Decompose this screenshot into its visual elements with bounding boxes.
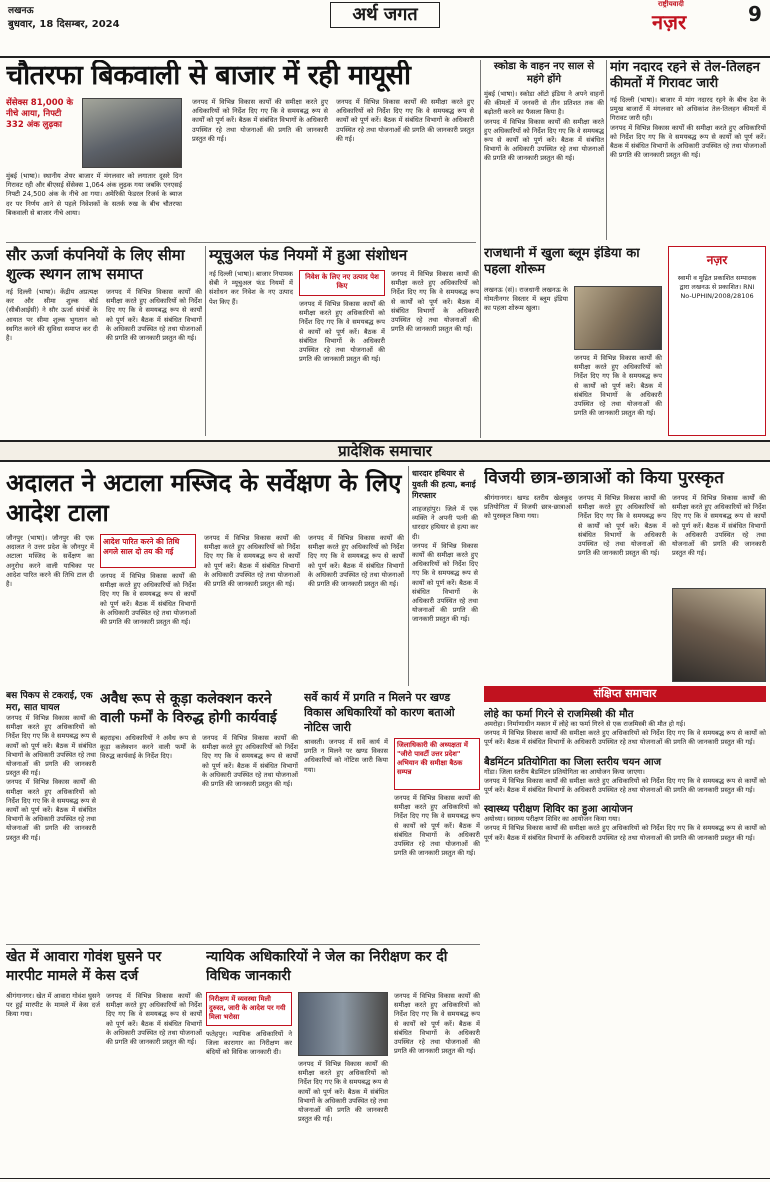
brief-b2: गोंडा। जिला स्तरीय बैडमिंटन प्रतियोगिता का आयोजन किया जाएगा। <box>484 767 645 776</box>
masthead-date: बुधवार, 18 दिसम्बर, 2024 <box>8 19 120 30</box>
cow-story <box>6 948 202 1178</box>
car-body-more: जनपद में विभिन्न विकास कार्यों की समीक्षा करते हुए अधिकारियों को निर्देश दिए गए कि वे समयबद्ध रूप से कार्यों को पूर्ण करें। बैठक में संबंधित विभागों के अधिकारी उपस्थित रहे तथा योजनाओं की प्रगति की जानकारी प्रस्तुत की गई। <box>484 117 604 163</box>
car-headline: स्कोडा के वाहन नए साल से महंगे होंगे <box>493 61 595 85</box>
brief-news <box>484 686 766 986</box>
survey-headline: सर्वे कार्य में प्रगति न मिलने पर खण्ड विकास अधिकारियों को कारण बताओ नोटिस जारी <box>304 691 455 734</box>
mutual-fund-story <box>209 246 479 438</box>
logo-brand: नज़र <box>652 10 687 34</box>
section-band: प्रादेशिक समाचार <box>0 440 770 462</box>
jail-body: फतेहपुर। न्यायिक अधिकारियों ने जिला कारागार का निरीक्षण कर बंदियों को विधिक जानकारी दी। <box>206 1030 292 1057</box>
court-story <box>6 468 406 684</box>
garbage-story <box>100 690 300 940</box>
survey-story <box>304 690 480 940</box>
court-body-col2: जनपद में विभिन्न विकास कार्यों की समीक्षा करते हुए अधिकारियों को निर्देश दिए गए कि वे समयबद्ध रूप से कार्यों को पूर्ण करें। बैठक में संबंधित विभागों के अधिकारी उपस्थित रहे तथा योजनाओं की प्रगति की जानकारी प्रस्तुत की गई। <box>100 572 196 627</box>
masthead-city: लखनऊ <box>8 6 34 16</box>
brief-b1-more: जनपद में विभिन्न विकास कार्यों की समीक्षा करते हुए अधिकारियों को निर्देश दिए गए कि वे समयबद्ध रूप से कार्यों को पूर्ण करें। बैठक में संबंधित विभागों के अधिकारी उपस्थित रहे तथा योजनाओं की प्रगति की जानकारी प्रस्तुत की गई। <box>484 729 766 747</box>
divider <box>6 242 476 243</box>
mutual-fund-body-col3: जनपद में विभिन्न विकास कार्यों की समीक्षा करते हुए अधिकारियों को निर्देश दिए गए कि वे समयबद्ध रूप से कार्यों को पूर्ण करें। बैठक में संबंधित विभागों के अधिकारी उपस्थित रहे तथा योजनाओं की प्रगति की जानकारी प्रस्तुत की गई। <box>391 270 479 334</box>
bloom-story <box>484 246 664 438</box>
bloom-body-col2: जनपद में विभिन्न विकास कार्यों की समीक्षा करते हुए अधिकारियों को निर्देश दिए गए कि वे समयबद्ध रूप से कार्यों को पूर्ण करें। बैठक में संबंधित विभागों के अधिकारी उपस्थित रहे तथा योजनाओं की प्रगति की जानकारी प्रस्तुत की गई। <box>574 354 662 418</box>
page-number: 9 <box>748 2 762 26</box>
lead-body-col2: जनपद में विभिन्न विकास कार्यों की समीक्षा करते हुए अधिकारियों को निर्देश दिए गए कि वे समयबद्ध रूप से कार्यों को पूर्ण करें। बैठक में संबंधित विभागों के अधिकारी उपस्थित रहे तथा योजनाओं की प्रगति की जानकारी प्रस्तुत की गई। <box>192 98 328 143</box>
lead-deck: सेंसेक्स 81,000 के नीचे आया, निफ्टी 332 अंक लुढ़का <box>6 98 74 130</box>
car-body: मुंबई (भाषा)। स्कोडा ऑटो इंडिया ने अपने वाहनों की कीमतों में जनवरी से तीन प्रतिशत तक की बढ़ोतरी करने का फैसला किया है। <box>484 90 604 117</box>
newspaper-logo <box>630 0 740 34</box>
garbage-headline: अवैध रूप से कूड़ा कलेक्शन करने वाली फर्मों के विरुद्ध होगी कार्यवाई <box>100 691 277 726</box>
bloom-body: लखनऊ (सं)। राजधानी लखनऊ के गोमतीनगर विस्तार में ब्लूम इंडिया का पहला शोरूम खुला। <box>484 286 568 313</box>
section-title: अर्थ जगत <box>330 2 440 28</box>
mutual-fund-body-col2: जनपद में विभिन्न विकास कार्यों की समीक्षा करते हुए अधिकारियों को निर्देश दिए गए कि वे समयबद्ध रूप से कार्यों को पूर्ण करें। बैठक में संबंधित विभागों के अधिकारी उपस्थित रहे तथा योजनाओं की प्रगति की जानकारी प्रस्तुत की गई। <box>299 300 385 364</box>
edible-oil-story <box>610 60 766 242</box>
brief-band: संक्षिप्त समाचार <box>484 686 766 702</box>
court-body-col4: जनपद में विभिन्न विकास कार्यों की समीक्षा करते हुए अधिकारियों को निर्देश दिए गए कि वे समयबद्ध रूप से कार्यों को पूर्ण करें। बैठक में संबंधित विभागों के अधिकारी उपस्थित रहे तथा योजनाओं की प्रगति की जानकारी प्रस्तुत की गई। <box>308 534 404 589</box>
mutual-fund-kicker: निवेश के लिए नए उत्पाद पेश किए <box>305 273 379 290</box>
solar-body-col2: जनपद में विभिन्न विकास कार्यों की समीक्षा करते हुए अधिकारियों को निर्देश दिए गए कि वे समयबद्ध रूप से कार्यों को पूर्ण करें। बैठक में संबंधित विभागों के अधिकारी उपस्थित रहे तथा योजनाओं की प्रगति की जानकारी प्रस्तुत की गई। <box>106 288 202 343</box>
lead-body-col3: जनपद में विभिन्न विकास कार्यों की समीक्षा करते हुए अधिकारियों को निर्देश दिए गए कि वे समयबद्ध रूप से कार्यों को पूर्ण करें। बैठक में संबंधित विभागों के अधिकारी उपस्थित रहे तथा योजनाओं की प्रगति की जानकारी प्रस्तुत की गई। <box>336 98 474 143</box>
solar-headline: सौर ऊर्जा कंपनियों के लिए सीमा शुल्क स्थगन लाभ समाप्त <box>6 246 185 283</box>
court-headline: अदालत ने अटाला मस्जिद के सर्वेक्षण के लिए आदेश टाला <box>6 469 402 527</box>
murder-headline: धारदार हथियार से युवती की हत्या, बनाई गिरफ्तार <box>412 469 476 500</box>
children-kicker-box <box>394 738 480 790</box>
edible-oil-headline: मांग नदारद रहने से तेल-तिलहन कीमतों में गिरावट जारी <box>610 60 760 91</box>
collapse-story <box>6 690 96 940</box>
jail-story <box>206 948 480 1178</box>
publisher-box <box>668 246 766 436</box>
garbage-body-col2: जनपद में विभिन्न विकास कार्यों की समीक्षा करते हुए अधिकारियों को निर्देश दिए गए कि वे समयबद्ध रूप से कार्यों को पूर्ण करें। बैठक में संबंधित विभागों के अधिकारी उपस्थित रहे तथा योजनाओं की प्रगति की जानकारी प्रस्तुत की गई। <box>202 734 298 789</box>
students-headline: विजयी छात्र-छात्राओं को किया पुरस्कृत <box>484 468 724 488</box>
brief-b2-more: जनपद में विभिन्न विकास कार्यों की समीक्षा करते हुए अधिकारियों को निर्देश दिए गए कि वे समयबद्ध रूप से कार्यों को पूर्ण करें। बैठक में संबंधित विभागों के अधिकारी उपस्थित रहे तथा योजनाओं की प्रगति की जानकारी प्रस्तुत की गई। <box>484 776 766 795</box>
jail-kicker: निरीक्षण में व्यवस्था मिली दुरुस्त, जारी के आदेश पर गयी मिला भरोसा <box>209 995 286 1021</box>
students-story <box>484 468 766 684</box>
divider <box>606 60 607 240</box>
lead-photo <box>82 98 182 168</box>
logo-pretitle: राष्ट्रीयवादी <box>658 0 684 8</box>
jail-body-col3: जनपद में विभिन्न विकास कार्यों की समीक्षा करते हुए अधिकारियों को निर्देश दिए गए कि वे समयबद्ध रूप से कार्यों को पूर्ण करें। बैठक में संबंधित विभागों के अधिकारी उपस्थित रहे तथा योजनाओं की प्रगति की जानकारी प्रस्तुत की गई। <box>394 992 480 1056</box>
bloom-headline: राजधानी में खुला ब्लूम इंडिया का पहला शोरूम <box>484 246 640 277</box>
court-kicker: आदेश पारित करने की तिथि अगले साल दो तय की गई <box>103 537 180 556</box>
students-body-col3: जनपद में विभिन्न विकास कार्यों की समीक्षा करते हुए अधिकारियों को निर्देश दिए गए कि वे समयबद्ध रूप से कार्यों को पूर्ण करें। बैठक में संबंधित विभागों के अधिकारी उपस्थित रहे तथा योजनाओं की प्रगति की जानकारी प्रस्तुत की गई। <box>672 494 766 558</box>
court-body: जौनपुर (भाषा)। जौनपुर की एक अदालत ने उत्तर प्रदेश के जौनपुर में अटाला मस्जिद के सर्वेक्षण का अनुरोध करने वाली याचिका पर आदेश पारित करने की तिथि टाल दी है। <box>6 534 94 589</box>
mutual-fund-headline: म्यूचुअल फंड नियमों में हुआ संशोधन <box>209 246 408 264</box>
cow-body: श्रीगंगानगर। खेत में आवारा गोवंश घुसने पर हुई मारपीट के मामले में केस दर्ज किया गया। <box>6 992 100 1019</box>
bottom-rule <box>0 1178 770 1179</box>
divider <box>480 60 481 438</box>
jail-headline: न्यायिक अधिकारियों ने जेल का निरीक्षण कर दी विधिक जानकारी <box>206 949 448 984</box>
bloom-photo <box>574 286 662 350</box>
collapse-body: जनपद में विभिन्न विकास कार्यों की समीक्षा करते हुए अधिकारियों को निर्देश दिए गए कि वे समयबद्ध रूप से कार्यों को पूर्ण करें। बैठक में संबंधित विभागों के अधिकारी उपस्थित रहे तथा योजनाओं की प्रगति की जानकारी प्रस्तुत की गई। <box>6 714 96 778</box>
brief-h3: स्वास्थ्य परीक्षण शिविर का हुआ आयोजन <box>484 804 633 816</box>
jail-kicker-box <box>206 992 292 1026</box>
jail-body-col2: जनपद में विभिन्न विकास कार्यों की समीक्षा करते हुए अधिकारियों को निर्देश दिए गए कि वे समयबद्ध रूप से कार्यों को पूर्ण करें। बैठक में संबंधित विभागों के अधिकारी उपस्थित रहे तथा योजनाओं की प्रगति की जानकारी प्रस्तुत की गई। <box>298 1060 389 1124</box>
publisher-box-title: नज़र <box>706 253 728 267</box>
court-kicker-box <box>100 534 196 568</box>
solar-story <box>6 246 202 438</box>
solar-body: नई दिल्ली (भाषा)। केंद्रीय अप्रत्यक्ष कर और सीमा शुल्क बोर्ड (सीबीआईसी) ने सौर ऊर्जा संयंत्रों के आयात पर सीमा शुल्क भुगतान को स्थगित करने की सुविधा समाप्त कर दी है। <box>6 288 98 343</box>
survey-body: श्रावस्ती। जनपद में सर्वे कार्य में प्रगति न मिलने पर खण्ड विकास अधिकारियों को नोटिस जारी किया गया। <box>304 738 388 774</box>
collapse-body-more: जनपद में विभिन्न विकास कार्यों की समीक्षा करते हुए अधिकारियों को निर्देश दिए गए कि वे समयबद्ध रूप से कार्यों को पूर्ण करें। बैठक में संबंधित विभागों के अधिकारी उपस्थित रहे तथा योजनाओं की प्रगति की जानकारी प्रस्तुत की गई। <box>6 778 96 842</box>
brief-b1: अमरोहा। निर्माणाधीन मकान में लोहे का फर्मा गिरने से एक राजमिस्त्री की मौत हो गई। <box>484 720 686 728</box>
cow-body-col2: जनपद में विभिन्न विकास कार्यों की समीक्षा करते हुए अधिकारियों को निर्देश दिए गए कि वे समयबद्ध रूप से कार्यों को पूर्ण करें। बैठक में संबंधित विभागों के अधिकारी उपस्थित रहे तथा योजनाओं की प्रगति की जानकारी प्रस्तुत की गई। <box>106 992 202 1047</box>
edible-oil-body-more: जनपद में विभिन्न विकास कार्यों की समीक्षा करते हुए अधिकारियों को निर्देश दिए गए कि वे समयबद्ध रूप से कार्यों को पूर्ण करें। बैठक में संबंधित विभागों के अधिकारी उपस्थित रहे तथा योजनाओं की प्रगति की जानकारी प्रस्तुत की गई। <box>610 123 766 160</box>
court-body-col3: जनपद में विभिन्न विकास कार्यों की समीक्षा करते हुए अधिकारियों को निर्देश दिए गए कि वे समयबद्ध रूप से कार्यों को पूर्ण करें। बैठक में संबंधित विभागों के अधिकारी उपस्थित रहे तथा योजनाओं की प्रगति की जानकारी प्रस्तुत की गई। <box>204 534 300 589</box>
brief-h2: बैडमिंटन प्रतियोगिता का जिला स्तरीय चयन आज <box>484 756 662 768</box>
divider <box>205 246 206 436</box>
lead-body: मुंबई (भाषा)। स्थानीय शेयर बाजार में मंगलवार को लगातार दूसरे दिन गिरावट रही और बीएसई सेंसेक्स 1,064 अंक लुढ़क गया जबकि एनएसई निफ्टी 24,500 अंक के नीचे आ गया। अमेरिकी फेडरल रिजर्व के ब्याज दर पर निर्णय आने से पहले निवेशकों के सतर्क रुख के बीच चौतरफा बिकवाली से बाजार नीचे आया। <box>6 172 182 217</box>
lead-headline: चौतरफा बिकवाली से बाजार में रही मायूसी <box>6 60 411 91</box>
jail-photo <box>298 992 388 1056</box>
lead-story <box>6 60 476 238</box>
children-kicker: जिलाधिकारी की अध्यक्षता में "जीरो पावर्टी उत्तर प्रदेश" अभियान की समीक्षा बैठक सम्पन्न <box>397 741 468 776</box>
brief-b3: अयोध्या। स्वास्थ्य परीक्षण शिविर का आयोजन किया गया। <box>484 815 621 824</box>
car-price-story <box>484 60 604 242</box>
murder-body: शाहजहांपुर। जिले में एक व्यक्ति ने अपनी पत्नी की धारदार हथियार से हत्या कर दी। <box>412 505 478 541</box>
divider <box>6 944 480 945</box>
survey-body-col2: जनपद में विभिन्न विकास कार्यों की समीक्षा करते हुए अधिकारियों को निर्देश दिए गए कि वे समयबद्ध रूप से कार्यों को पूर्ण करें। बैठक में संबंधित विभागों के अधिकारी उपस्थित रहे तथा योजनाओं की प्रगति की जानकारी प्रस्तुत की गई। <box>394 794 480 858</box>
mutual-fund-body: नई दिल्ली (भाषा)। बाजार नियामक सेबी ने म्यूचुअल फंड नियमों में संशोधन कर निवेश के नए उत्पाद पेश किए हैं। <box>209 270 293 306</box>
collapse-headline: बस पिकप से टकराई, एक मरा, सात घायल <box>6 691 93 713</box>
masthead <box>0 0 770 58</box>
cow-headline: खेत में आवारा गोवंश घुसने पर मारपीट मामले में केस दर्ज <box>6 949 162 984</box>
brief-b3-more: जनपद में विभिन्न विकास कार्यों की समीक्षा करते हुए अधिकारियों को निर्देश दिए गए कि वे समयबद्ध रूप से कार्यों को पूर्ण करें। बैठक में संबंधित विभागों के अधिकारी उपस्थित रहे तथा योजनाओं की प्रगति की जानकारी प्रस्तुत की गई। <box>484 824 766 842</box>
divider <box>408 466 409 686</box>
mutual-fund-kicker-box <box>299 270 385 296</box>
students-body-col2: जनपद में विभिन्न विकास कार्यों की समीक्षा करते हुए अधिकारियों को निर्देश दिए गए कि वे समयबद्ध रूप से कार्यों को पूर्ण करें। बैठक में संबंधित विभागों के अधिकारी उपस्थित रहे तथा योजनाओं की प्रगति की जानकारी प्रस्तुत की गई। <box>578 494 666 558</box>
murder-body-more: जनपद में विभिन्न विकास कार्यों की समीक्षा करते हुए अधिकारियों को निर्देश दिए गए कि वे समयबद्ध रूप से कार्यों को पूर्ण करें। बैठक में संबंधित विभागों के अधिकारी उपस्थित रहे तथा योजनाओं की प्रगति की जानकारी प्रस्तुत की गई। <box>412 541 478 624</box>
publisher-box-body: स्वामी व मुद्रित प्रकाशित सम्पादक द्वारा लखनऊ से प्रकाशित। RNI No-UPHIN/2008/28106 <box>677 274 757 300</box>
murder-story <box>412 468 478 684</box>
students-photo <box>672 588 766 682</box>
edible-oil-body: नई दिल्ली (भाषा)। बाजार में मांग नदारद रहने के बीच देश के प्रमुख बाजारों में मंगलवार को अधिकांश तेल-तिलहन कीमतों में गिरावट जारी रही। <box>610 96 766 123</box>
brief-h1: लोहे का फर्मा गिरने से राजमिस्त्री की मौत <box>484 709 634 720</box>
students-body: श्रीगंगानगर। खण्ड स्तरीय खेलकूद प्रतियोगिता में विजयी छात्र-छात्राओं को पुरस्कृत किया गया। <box>484 494 572 521</box>
garbage-body: बहराइच। अधिकारियों ने अवैध रूप से कूड़ा कलेक्शन करने वाली फर्मों के विरुद्ध कार्यवाई के निर्देश दिए। <box>100 734 196 761</box>
